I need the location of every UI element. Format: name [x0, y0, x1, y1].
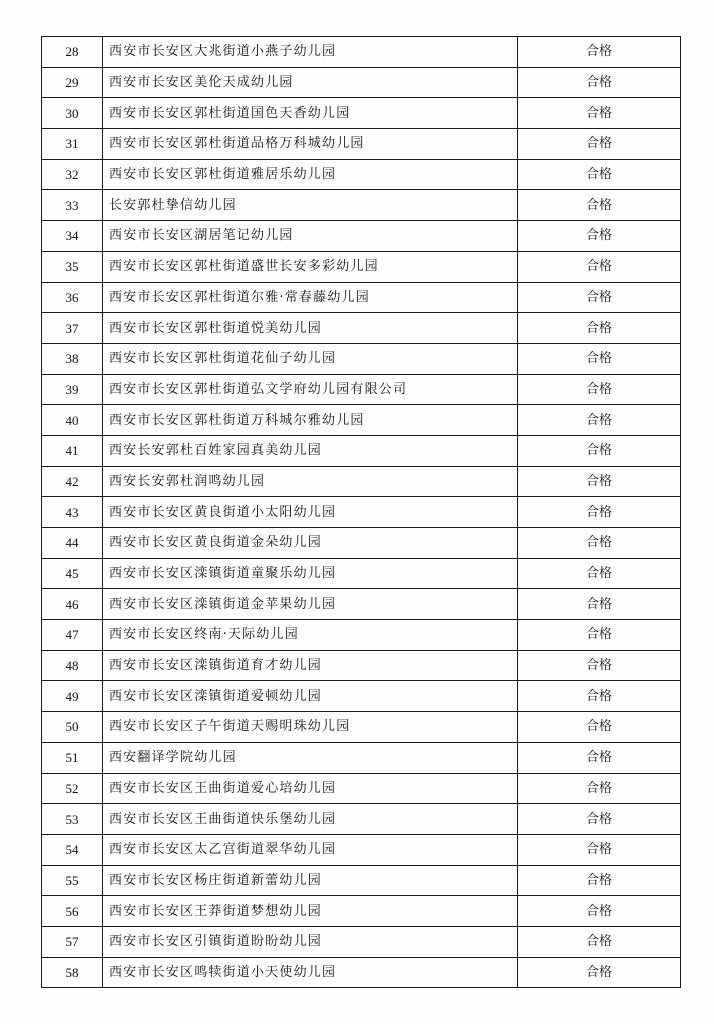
- table-row: [42, 435, 681, 466]
- row-number-cell: 34: [42, 221, 103, 252]
- table-row: [42, 221, 681, 252]
- result-cell: 合格: [518, 251, 681, 282]
- result-cell: 合格: [518, 221, 681, 252]
- result-cell: 合格: [518, 712, 681, 743]
- table-body: [42, 37, 681, 988]
- result-cell: 合格: [518, 282, 681, 313]
- row-number-cell: 39: [42, 374, 103, 405]
- result-cell: 合格: [518, 405, 681, 436]
- kindergarten-name-cell: 西安长安郭杜百姓家园真美幼儿园: [103, 435, 518, 466]
- row-number-cell: 31: [42, 129, 103, 160]
- kindergarten-name-cell: 西安市长安区湖居笔记幼儿园: [103, 221, 518, 252]
- kindergarten-name-cell: 西安市长安区郭杜街道雅居乐幼儿园: [103, 159, 518, 190]
- table-row: [42, 589, 681, 620]
- kindergarten-name-cell: 西安市长安区引镇街道盼盼幼儿园: [103, 926, 518, 957]
- row-number-cell: 28: [42, 37, 103, 68]
- table-row: [42, 620, 681, 651]
- table-row: [42, 681, 681, 712]
- row-number-cell: 58: [42, 957, 103, 988]
- table-row: [42, 67, 681, 98]
- result-cell: 合格: [518, 804, 681, 835]
- kindergarten-name-cell: 西安市长安区杨庄街道新蕾幼儿园: [103, 865, 518, 896]
- table-row: [42, 313, 681, 344]
- table-row: [42, 37, 681, 68]
- kindergarten-name-cell: 西安市长安区郭杜街道悦美幼儿园: [103, 313, 518, 344]
- kindergarten-name-cell: 西安市长安区滦镇街道育才幼儿园: [103, 650, 518, 681]
- row-number-cell: 42: [42, 466, 103, 497]
- row-number-cell: 44: [42, 528, 103, 559]
- result-cell: 合格: [518, 957, 681, 988]
- table-row: [42, 129, 681, 160]
- result-cell: 合格: [518, 343, 681, 374]
- kindergarten-name-cell: 西安市长安区滦镇街道爱顿幼儿园: [103, 681, 518, 712]
- row-number-cell: 48: [42, 650, 103, 681]
- kindergarten-name-cell: 西安市长安区鸣犊街道小天使幼儿园: [103, 957, 518, 988]
- result-cell: 合格: [518, 129, 681, 160]
- kindergarten-name-cell: 西安市长安区子午街道天赐明珠幼儿园: [103, 712, 518, 743]
- table-row: [42, 528, 681, 559]
- kindergarten-name-cell: 西安市长安区黄良街道小太阳幼儿园: [103, 497, 518, 528]
- result-cell: 合格: [518, 528, 681, 559]
- kindergarten-name-cell: 西安市长安区郭杜街道盛世长安多彩幼儿园: [103, 251, 518, 282]
- result-cell: 合格: [518, 620, 681, 651]
- table-row: [42, 865, 681, 896]
- kindergarten-name-cell: 西安市长安区王莽街道梦想幼儿园: [103, 896, 518, 927]
- kindergarten-name-cell: 西安市长安区太乙宫街道翠华幼儿园: [103, 834, 518, 865]
- inspection-results-table: [41, 36, 681, 988]
- result-cell: 合格: [518, 466, 681, 497]
- row-number-cell: 43: [42, 497, 103, 528]
- row-number-cell: 56: [42, 896, 103, 927]
- table-row: [42, 466, 681, 497]
- row-number-cell: 33: [42, 190, 103, 221]
- table-row: [42, 558, 681, 589]
- result-cell: 合格: [518, 865, 681, 896]
- row-number-cell: 45: [42, 558, 103, 589]
- result-cell: 合格: [518, 159, 681, 190]
- kindergarten-name-cell: 西安市长安区郭杜街道尔雅·常春藤幼儿园: [103, 282, 518, 313]
- row-number-cell: 46: [42, 589, 103, 620]
- kindergarten-name-cell: 长安郭杜挚信幼儿园: [103, 190, 518, 221]
- row-number-cell: 40: [42, 405, 103, 436]
- row-number-cell: 38: [42, 343, 103, 374]
- table-row: [42, 926, 681, 957]
- table-row: [42, 405, 681, 436]
- result-cell: 合格: [518, 742, 681, 773]
- table-row: [42, 896, 681, 927]
- table-row: [42, 773, 681, 804]
- kindergarten-name-cell: 西安市长安区王曲街道快乐堡幼儿园: [103, 804, 518, 835]
- result-cell: 合格: [518, 67, 681, 98]
- result-cell: 合格: [518, 497, 681, 528]
- kindergarten-name-cell: 西安市长安区滦镇街道童聚乐幼儿园: [103, 558, 518, 589]
- table-row: [42, 957, 681, 988]
- table-row: [42, 804, 681, 835]
- table-row: [42, 834, 681, 865]
- kindergarten-name-cell: 西安翻译学院幼儿园: [103, 742, 518, 773]
- kindergarten-name-cell: 西安市长安区滦镇街道金苹果幼儿园: [103, 589, 518, 620]
- result-cell: 合格: [518, 896, 681, 927]
- table-row: [42, 650, 681, 681]
- result-cell: 合格: [518, 558, 681, 589]
- table-row: [42, 159, 681, 190]
- row-number-cell: 51: [42, 742, 103, 773]
- result-cell: 合格: [518, 98, 681, 129]
- row-number-cell: 36: [42, 282, 103, 313]
- table-row: [42, 497, 681, 528]
- row-number-cell: 53: [42, 804, 103, 835]
- kindergarten-name-cell: 西安市长安区郭杜街道花仙子幼儿园: [103, 343, 518, 374]
- table-row: [42, 712, 681, 743]
- row-number-cell: 35: [42, 251, 103, 282]
- result-cell: 合格: [518, 834, 681, 865]
- table-row: [42, 251, 681, 282]
- table-row: [42, 742, 681, 773]
- kindergarten-name-cell: 西安长安郭杜润鸣幼儿园: [103, 466, 518, 497]
- result-cell: 合格: [518, 435, 681, 466]
- row-number-cell: 41: [42, 435, 103, 466]
- row-number-cell: 54: [42, 834, 103, 865]
- row-number-cell: 30: [42, 98, 103, 129]
- kindergarten-name-cell: 西安市长安区郭杜街道万科城尔雅幼儿园: [103, 405, 518, 436]
- result-cell: 合格: [518, 190, 681, 221]
- table-row: [42, 343, 681, 374]
- result-cell: 合格: [518, 773, 681, 804]
- table-row: [42, 282, 681, 313]
- kindergarten-name-cell: 西安市长安区大兆街道小燕子幼儿园: [103, 37, 518, 68]
- kindergarten-name-cell: 西安市长安区美伦天成幼儿园: [103, 67, 518, 98]
- result-cell: 合格: [518, 37, 681, 68]
- result-cell: 合格: [518, 374, 681, 405]
- kindergarten-name-cell: 西安市长安区王曲街道爱心培幼儿园: [103, 773, 518, 804]
- result-cell: 合格: [518, 650, 681, 681]
- result-cell: 合格: [518, 589, 681, 620]
- row-number-cell: 55: [42, 865, 103, 896]
- result-cell: 合格: [518, 926, 681, 957]
- kindergarten-name-cell: 西安市长安区郭杜街道弘文学府幼儿园有限公司: [103, 374, 518, 405]
- row-number-cell: 49: [42, 681, 103, 712]
- kindergarten-name-cell: 西安市长安区黄良街道金朵幼儿园: [103, 528, 518, 559]
- row-number-cell: 47: [42, 620, 103, 651]
- row-number-cell: 57: [42, 926, 103, 957]
- row-number-cell: 37: [42, 313, 103, 344]
- result-cell: 合格: [518, 313, 681, 344]
- row-number-cell: 32: [42, 159, 103, 190]
- kindergarten-name-cell: 西安市长安区郭杜街道品格万科城幼儿园: [103, 129, 518, 160]
- row-number-cell: 52: [42, 773, 103, 804]
- row-number-cell: 50: [42, 712, 103, 743]
- row-number-cell: 29: [42, 67, 103, 98]
- table-row: [42, 190, 681, 221]
- result-cell: 合格: [518, 681, 681, 712]
- kindergarten-name-cell: 西安市长安区郭杜街道国色天香幼儿园: [103, 98, 518, 129]
- table-row: [42, 374, 681, 405]
- table-row: [42, 98, 681, 129]
- kindergarten-name-cell: 西安市长安区终南·天际幼儿园: [103, 620, 518, 651]
